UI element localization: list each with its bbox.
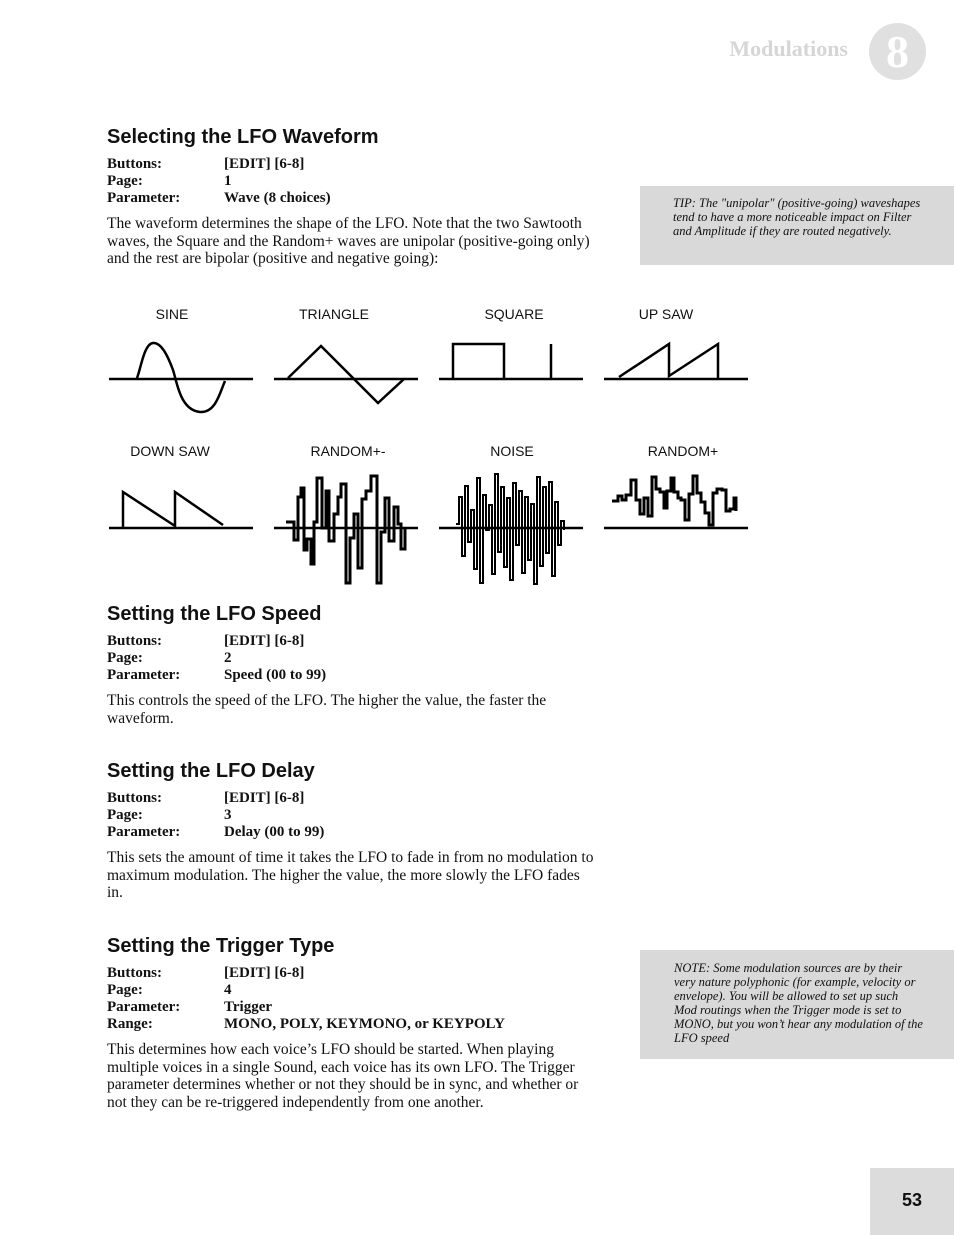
section-trigger: [107, 935, 597, 1111]
down-saw-wave: [123, 492, 223, 527]
waveform-label-triangle: TRIANGLE: [298, 306, 369, 322]
param-key: Page:: [107, 982, 143, 998]
param-value: [EDIT] [6-8]: [224, 156, 305, 172]
parameter-table: [107, 965, 597, 1033]
param-key: Buttons:: [107, 790, 163, 806]
section-description: This sets the amount of time it takes the LFO to fade in from no modulation to maximum modulation. The higher the value, the more slowly the LFO fades in.: [107, 849, 594, 901]
param-value: [EDIT] [6-8]: [224, 633, 305, 649]
page-number: 53: [870, 1168, 954, 1235]
up-saw-wave: [619, 344, 718, 379]
waveform-label-random-unipolar: RANDOM+: [647, 443, 719, 459]
random-bipolar-wave: [286, 476, 405, 583]
section-heading: Setting the Trigger Type: [107, 935, 335, 957]
section-heading: Setting the LFO Speed: [107, 603, 322, 625]
param-value: MONO, POLY, KEYMONO, or KEYPOLY: [224, 1016, 506, 1032]
note-box: NOTE: Some modulation sources are by their very nature polyphonic (for example, velocity or envelope). You will be allowed to set up such Mod routings when the Trigger mode is set to MONO, but you won’t hear any modulation of the LFO speed: [640, 950, 954, 1059]
section-delay: [107, 760, 597, 902]
tip-box: TIP: The "unipolar" (positive-going) waveshapes tend to have a more noticeable impact on Filter and Amplitude if they are routed negatively.: [640, 186, 954, 265]
param-value: Delay (00 to 99): [224, 824, 325, 840]
chapter-title: Modulations: [729, 36, 848, 61]
param-row: [107, 965, 597, 982]
param-row: [107, 824, 597, 841]
param-value: 3: [224, 807, 232, 823]
param-key: Parameter:: [107, 667, 181, 683]
section-speed: [107, 603, 597, 727]
param-row: [107, 633, 597, 650]
param-value: Wave (8 choices): [224, 190, 331, 206]
param-value: [EDIT] [6-8]: [224, 965, 305, 981]
param-key: Range:: [107, 1016, 153, 1032]
waveform-label-down-saw: DOWN SAW: [130, 443, 210, 459]
square-wave: [453, 344, 504, 379]
param-row: [107, 790, 597, 807]
waveform-label-square: SQUARE: [484, 306, 544, 322]
param-key: Buttons:: [107, 156, 163, 172]
param-row: [107, 650, 597, 667]
parameter-table: [107, 633, 597, 684]
param-value: Speed (00 to 99): [224, 667, 327, 683]
param-value: Trigger: [224, 999, 273, 1015]
param-key: Buttons:: [107, 965, 163, 981]
parameter-table: [107, 790, 597, 841]
param-key: Parameter:: [107, 190, 181, 206]
sine-wave: [137, 343, 225, 412]
param-key: Parameter:: [107, 824, 181, 840]
random-unipolar-wave: [612, 476, 736, 525]
param-row: [107, 667, 597, 684]
waveform-label-up-saw: UP SAW: [638, 306, 694, 322]
param-value: 4: [224, 982, 232, 998]
section-heading: Setting the LFO Delay: [107, 760, 315, 782]
param-value: 1: [224, 173, 232, 189]
param-row: [107, 807, 597, 824]
param-row: [107, 999, 597, 1016]
param-key: Parameter:: [107, 999, 181, 1015]
section-heading: Selecting the LFO Waveform: [107, 126, 379, 148]
waveform-label-random-bipolar: RANDOM+-: [310, 443, 386, 459]
section-description: This controls the speed of the LFO. The higher the value, the faster the waveform.: [107, 692, 547, 727]
section-description: This determines how each voice’s LFO should be started. When playing multiple voices in a single Sound, each voice has its own LFO. The Trigger parameter determines whether or not they should be in sync, and whether or not they can be re-triggered independently from one another.: [107, 1041, 579, 1111]
chapter-number-badge: 8: [869, 23, 926, 80]
param-value: [EDIT] [6-8]: [224, 790, 305, 806]
triangle-wave: [288, 346, 404, 403]
waveform-label-sine: SINE: [155, 306, 189, 322]
param-row: [107, 1016, 597, 1033]
param-row: [107, 982, 597, 999]
param-value: 2: [224, 650, 232, 666]
section-description: The waveform determines the shape of the LFO. Note that the two Sawtooth waves, the Square and the Random+ waves are unipolar (positive-going only) and the rest are bipolar (positive and negative going):: [107, 215, 590, 267]
param-key: Page:: [107, 650, 143, 666]
param-key: Page:: [107, 807, 143, 823]
waveform-label-noise: NOISE: [490, 443, 534, 459]
waveform-diagrams: [0, 0, 954, 600]
param-key: Buttons:: [107, 633, 163, 649]
param-key: Page:: [107, 173, 143, 189]
